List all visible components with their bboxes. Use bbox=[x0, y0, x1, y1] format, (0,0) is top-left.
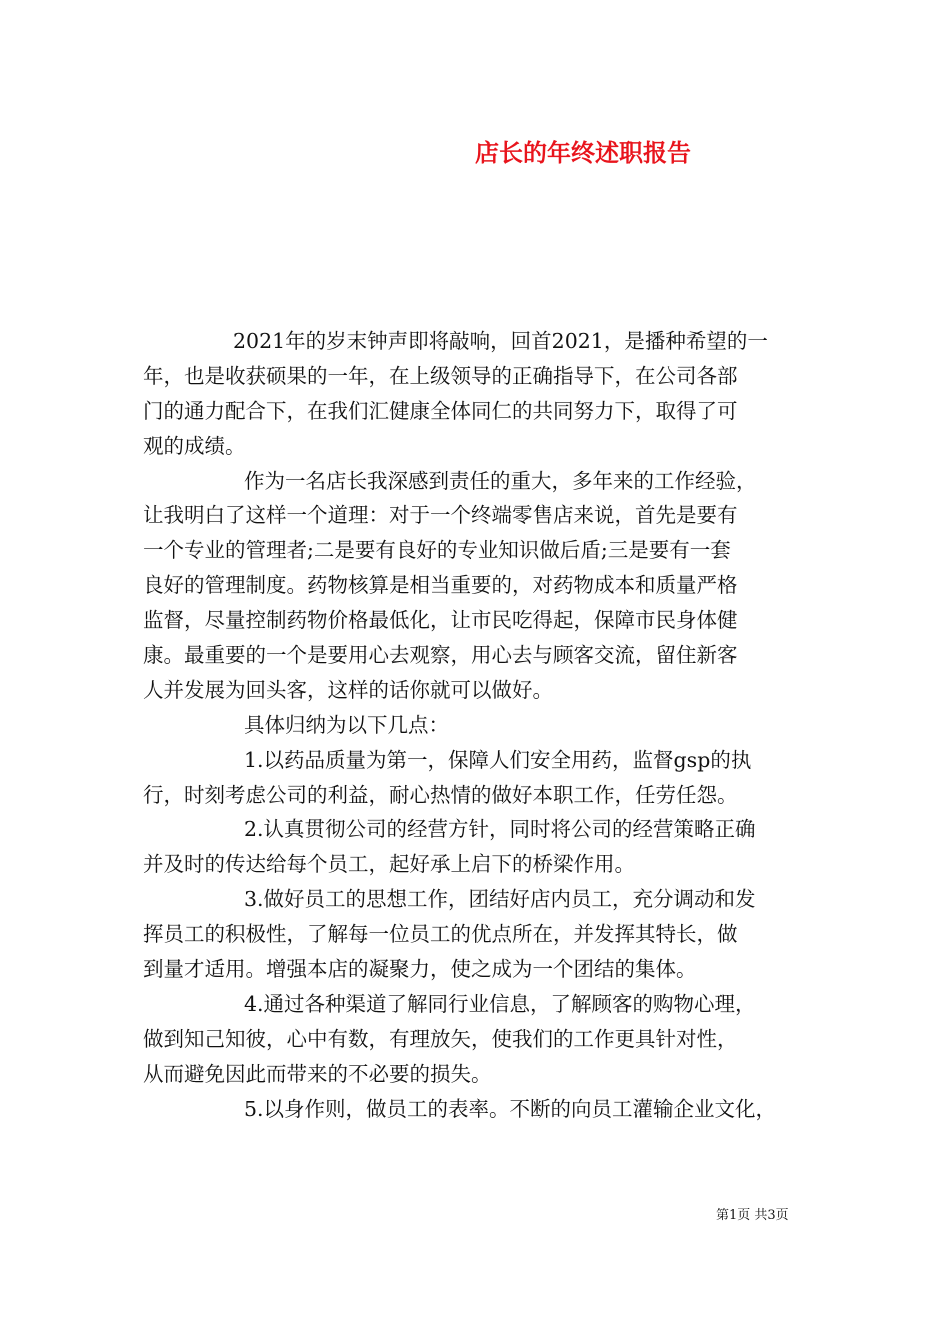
document-body bbox=[143, 324, 811, 1126]
paragraph-line: 人并发展为回头客，这样的话你就可以做好。 bbox=[143, 677, 553, 702]
paragraph-line: 4.通过各种渠道了解同行业信息，了解顾客的购物心理， bbox=[244, 991, 756, 1016]
paragraph-line: 良好的管理制度。药物核算是相当重要的，对药物成本和质量严格 bbox=[143, 573, 738, 598]
paragraph-line: 具体归纳为以下几点： bbox=[244, 712, 449, 737]
paragraph-line: 康。最重要的一个是要用心去观察，用心去与顾客交流，留住新客 bbox=[143, 643, 738, 668]
paragraph-line: 行，时刻考虑公司的利益，耐心热情的做好本职工作，任劳任怨。 bbox=[143, 782, 738, 807]
paragraph-line: 作为一名店长我深感到责任的重大，多年来的工作经验， bbox=[244, 468, 757, 493]
paragraph-line: 挥员工的积极性，了解每一位员工的优点所在，并发挥其特长，做 bbox=[143, 922, 738, 947]
paragraph-line: 观的成绩。 bbox=[143, 433, 246, 458]
paragraph-line: 年，也是收获硕果的一年，在上级领导的正确指导下，在公司各部 bbox=[143, 363, 738, 388]
paragraph-line: 2021年的岁末钟声即将敲响，回首2021，是播种希望的一 bbox=[233, 329, 768, 353]
paragraph-line: 门的通力配合下，在我们汇健康全体同仁的共同努力下，取得了可 bbox=[143, 398, 738, 423]
document-title: 店长的年终述职报告 bbox=[475, 138, 691, 167]
paragraph-line: 让我明白了这样一个道理：对于一个终端零售店来说，首先是要有 bbox=[143, 503, 738, 528]
paragraph-line: 5.以身作则，做员工的表率。不断的向员工灌输企业文化， bbox=[244, 1096, 777, 1121]
paragraph-line: 3.做好员工的思想工作，团结好店内员工，充分调动和发 bbox=[244, 887, 756, 912]
paragraph-line: 做到知己知彼，心中有数，有理放矢，使我们的工作更具针对性， bbox=[143, 1026, 738, 1051]
paragraph-line: 监督，尽量控制药物价格最低化，让市民吃得起，保障市民身体健 bbox=[143, 608, 738, 633]
paragraph-line: 并及时的传达给每个员工，起好承上启下的桥梁作用。 bbox=[143, 852, 635, 877]
paragraph-line: 2.认真贯彻公司的经营方针，同时将公司的经营策略正确 bbox=[244, 817, 756, 842]
paragraph-line: 从而避免因此而带来的不必要的损失。 bbox=[143, 1061, 492, 1086]
paragraph-line: 一个专业的管理者;二是要有良好的专业知识做后盾;三是要有一套 bbox=[143, 538, 731, 563]
paragraph-line: 到量才适用。增强本店的凝聚力，使之成为一个团结的集体。 bbox=[143, 957, 697, 982]
page-number: 第1页 共3页 bbox=[716, 1208, 789, 1223]
paragraph-line: 1.以药品质量为第一，保障人们安全用药，监督gsp的执 bbox=[244, 747, 752, 772]
